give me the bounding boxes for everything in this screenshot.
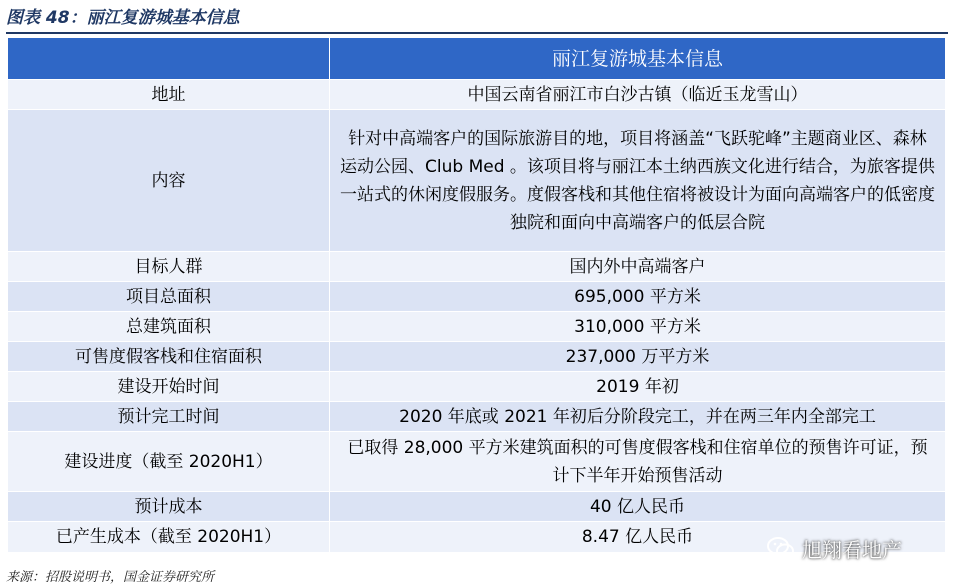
row-value: 2019 年初	[330, 372, 946, 402]
info-table	[7, 37, 946, 553]
row-label: 建设进度（截至 2020H1）	[8, 432, 330, 492]
table-header: 丽江复游城基本信息	[330, 38, 946, 80]
row-label: 项目总面积	[8, 282, 330, 312]
table-row	[8, 432, 946, 492]
table-row	[8, 282, 946, 312]
row-label: 目标人群	[8, 252, 330, 282]
table-row	[8, 492, 946, 522]
row-label: 内容	[8, 110, 330, 252]
row-value: 针对中高端客户的国际旅游目的地，项目将涵盖“飞跃驼峰”主题商业区、森林运动公园、Club Med 。该项目将与丽江本土纳西族文化进行结合，为旅客提供一站式的休闲度假服务。度假客栈和其他住宿将被设计为面向高端客户的低密度独院和面向中高端客户的低层合院	[330, 110, 946, 252]
row-value: 中国云南省丽江市白沙古镇（临近玉龙雪山）	[330, 80, 946, 110]
table-row	[8, 110, 946, 252]
title-divider	[6, 32, 948, 34]
watermark-text: 旭翔看地产	[802, 537, 902, 562]
row-label: 建设开始时间	[8, 372, 330, 402]
row-value: 2020 年底或 2021 年初后分阶段完工，并在两三年内全部完工	[330, 402, 946, 432]
row-value: 8.47 亿人民币	[330, 522, 946, 553]
row-label: 预计完工时间	[8, 402, 330, 432]
table-row	[8, 372, 946, 402]
table-row	[8, 342, 946, 372]
watermark	[766, 532, 902, 564]
table-row	[8, 80, 946, 110]
row-value: 695,000 平方米	[330, 282, 946, 312]
wechat-icon	[766, 535, 796, 561]
row-label: 已产生成本（截至 2020H1）	[8, 522, 330, 553]
row-label: 地址	[8, 80, 330, 110]
row-label: 总建筑面积	[8, 312, 330, 342]
row-value: 310,000 平方米	[330, 312, 946, 342]
row-value: 国内外中高端客户	[330, 252, 946, 282]
table-row	[8, 402, 946, 432]
row-value: 已取得 28,000 平方米建筑面积的可售度假客栈和住宿单位的预售许可证，预计下半年开始预售活动	[330, 432, 946, 492]
row-label: 可售度假客栈和住宿面积	[8, 342, 330, 372]
header-blank-cell	[8, 38, 330, 80]
source-note: 来源：招股说明书，国金证券研究所	[6, 570, 215, 585]
row-label: 预计成本	[8, 492, 330, 522]
table-row	[8, 312, 946, 342]
figure-title: 图表 48：丽江复游城基本信息	[6, 8, 240, 28]
table-header-row	[8, 38, 946, 80]
table-row	[8, 252, 946, 282]
row-value: 40 亿人民币	[330, 492, 946, 522]
row-value: 237,000 万平方米	[330, 342, 946, 372]
